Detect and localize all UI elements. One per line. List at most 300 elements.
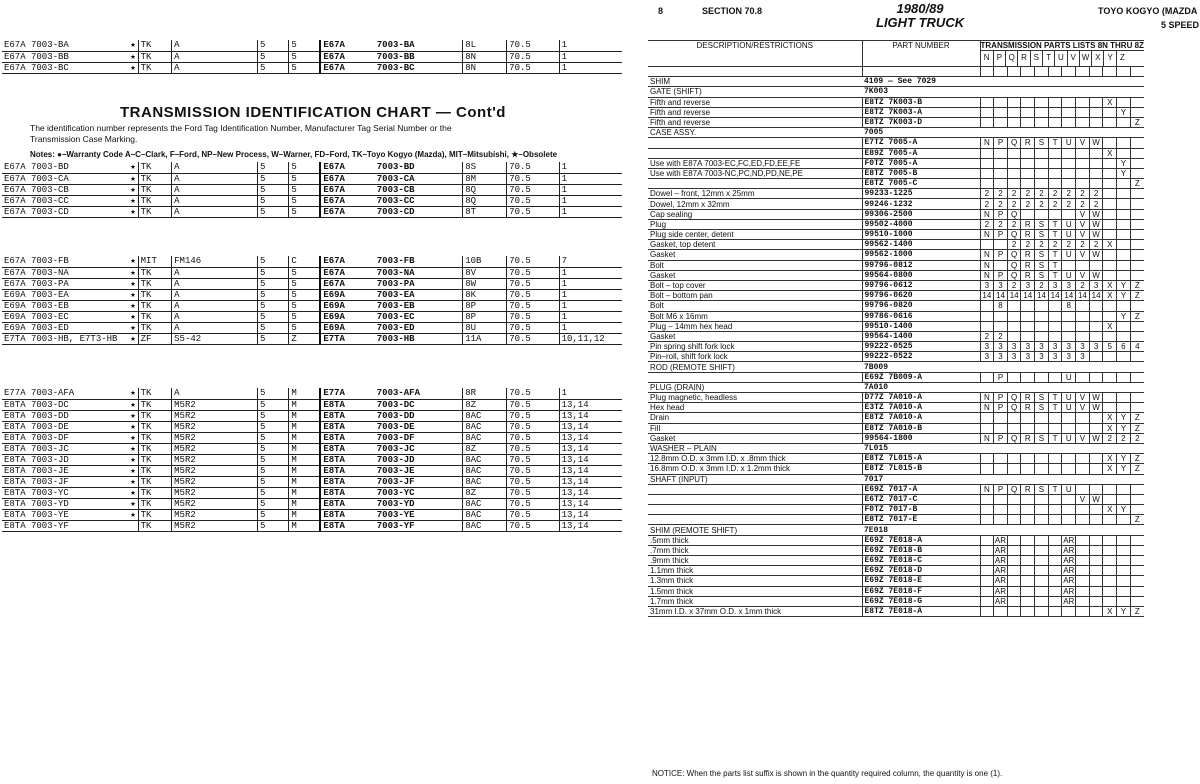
qty-s bbox=[1035, 474, 1049, 484]
notes: 1 bbox=[559, 40, 622, 51]
part-number: 99564-1800 bbox=[862, 433, 980, 443]
qty-z: Z bbox=[1130, 413, 1144, 423]
parts-row bbox=[648, 576, 1144, 586]
qty-r bbox=[1021, 423, 1035, 433]
qty-r bbox=[1021, 443, 1035, 453]
qty-z bbox=[1130, 240, 1144, 250]
model: A bbox=[172, 162, 258, 173]
qty-t bbox=[1048, 158, 1062, 168]
parts-row bbox=[648, 97, 1144, 107]
qty-v bbox=[1076, 382, 1090, 392]
parts-row bbox=[648, 138, 1144, 148]
parts-row bbox=[648, 556, 1144, 566]
qty-x bbox=[1103, 189, 1117, 199]
qty-v bbox=[1076, 311, 1090, 321]
qty-t bbox=[1048, 107, 1062, 117]
obsolete-mark: ★ bbox=[126, 487, 139, 498]
part-number: E8TZ 7005-C bbox=[862, 179, 980, 189]
qty-t bbox=[1048, 331, 1062, 341]
qty-v: 14 bbox=[1076, 291, 1090, 301]
qty-q bbox=[1007, 505, 1021, 515]
qty-t bbox=[1048, 311, 1062, 321]
qty-y: Y bbox=[1117, 454, 1131, 464]
description: Pin–roll, shift fork lock bbox=[648, 352, 862, 362]
parts-row bbox=[648, 270, 1144, 280]
qty-u bbox=[1062, 606, 1076, 616]
qty-r bbox=[1021, 97, 1035, 107]
model: A bbox=[172, 195, 258, 206]
qty-t bbox=[1048, 606, 1062, 616]
code: M bbox=[289, 509, 320, 520]
qty-x bbox=[1103, 270, 1117, 280]
obsolete-mark: ★ bbox=[126, 62, 139, 73]
qty-n: N bbox=[980, 138, 994, 148]
qty-n: 3 bbox=[980, 352, 994, 362]
qty-r: 3 bbox=[1021, 280, 1035, 290]
qty-w: 3 bbox=[1089, 342, 1103, 352]
qty-z: Z bbox=[1130, 291, 1144, 301]
speeds: 5 bbox=[258, 40, 289, 51]
qty-s bbox=[1035, 209, 1049, 219]
notes: 13,14 bbox=[559, 399, 622, 410]
qty-s bbox=[1035, 311, 1049, 321]
qty-q bbox=[1007, 67, 1021, 77]
id-number: E8TA 7003-YC bbox=[2, 487, 126, 498]
qty-w bbox=[1089, 423, 1103, 433]
part-number: D77Z 7A010-A bbox=[862, 393, 980, 403]
obsolete-mark: ★ bbox=[126, 333, 139, 344]
make: TK bbox=[138, 476, 172, 487]
parts-row bbox=[648, 596, 1144, 606]
qty-q bbox=[1007, 566, 1021, 576]
qty-q: Q bbox=[1007, 270, 1021, 280]
qty-y bbox=[1117, 525, 1131, 535]
qty-w bbox=[1089, 382, 1103, 392]
qty-s: 2 bbox=[1035, 240, 1049, 250]
id-number: E67A 7003-BC bbox=[2, 62, 126, 73]
qty-p: P bbox=[994, 372, 1008, 382]
ford-prefix: E77A bbox=[320, 388, 374, 399]
qty-w bbox=[1089, 545, 1103, 555]
part-number: F0TZ 7005-A bbox=[862, 158, 980, 168]
qty-t bbox=[1048, 128, 1062, 138]
ford-prefix: E67A bbox=[320, 206, 374, 217]
part-number: 99510-1400 bbox=[862, 321, 980, 331]
qty-s bbox=[1035, 117, 1049, 127]
letter-col-z: Z bbox=[1116, 51, 1128, 66]
qty-n bbox=[980, 87, 994, 97]
notes: 13,14 bbox=[559, 487, 622, 498]
section: 70.5 bbox=[507, 195, 559, 206]
qty-u bbox=[1062, 97, 1076, 107]
id-row bbox=[2, 184, 622, 195]
id-row bbox=[2, 311, 622, 322]
qty-n: N bbox=[980, 260, 994, 270]
notes: 1 bbox=[559, 184, 622, 195]
speed-label: 5 SPEED bbox=[1161, 20, 1200, 30]
qty-w bbox=[1089, 566, 1103, 576]
code: 5 bbox=[289, 184, 320, 195]
id-table-group-1 bbox=[2, 40, 622, 74]
qty-p: 14 bbox=[994, 291, 1008, 301]
part-number: E69Z 7E018-C bbox=[862, 556, 980, 566]
qty-y bbox=[1117, 87, 1131, 97]
parts-row bbox=[648, 189, 1144, 199]
qty-y bbox=[1117, 260, 1131, 270]
page-number: 8 bbox=[658, 6, 664, 16]
notes: 1 bbox=[559, 289, 622, 300]
qty-t bbox=[1048, 321, 1062, 331]
ford-prefix: E67A bbox=[320, 162, 374, 173]
make: MIT bbox=[138, 256, 172, 267]
qty-q bbox=[1007, 168, 1021, 178]
ford-prefix: E8TA bbox=[320, 487, 374, 498]
qty-x bbox=[1103, 515, 1117, 525]
qty-z bbox=[1130, 270, 1144, 280]
qty-s bbox=[1035, 301, 1049, 311]
qty-s bbox=[1035, 168, 1049, 178]
section: 70.5 bbox=[507, 173, 559, 184]
obsolete-mark: ★ bbox=[126, 498, 139, 509]
qty-q bbox=[1007, 535, 1021, 545]
speeds: 5 bbox=[258, 487, 289, 498]
id-number: E67A 7003-CC bbox=[2, 195, 126, 206]
qty-q bbox=[1007, 77, 1021, 87]
qty-u: U bbox=[1062, 230, 1076, 240]
letter-header-row bbox=[981, 51, 1144, 66]
qty-p bbox=[994, 454, 1008, 464]
qty-q: Q bbox=[1007, 230, 1021, 240]
speeds: 5 bbox=[258, 322, 289, 333]
list: 8S bbox=[463, 162, 507, 173]
qty-u bbox=[1062, 464, 1076, 474]
letter-col-t: T bbox=[1042, 51, 1054, 66]
qty-y bbox=[1117, 270, 1131, 280]
parts-row bbox=[648, 209, 1144, 219]
qty-q bbox=[1007, 128, 1021, 138]
qty-z bbox=[1130, 301, 1144, 311]
id-number: E8TA 7003-DE bbox=[2, 421, 126, 432]
parts-row bbox=[648, 260, 1144, 270]
qty-x: X bbox=[1103, 505, 1117, 515]
section: 70.5 bbox=[507, 300, 559, 311]
qty-y: 2 bbox=[1117, 433, 1131, 443]
qty-q bbox=[1007, 148, 1021, 158]
ford-base: 7003-EA bbox=[375, 289, 463, 300]
qty-y bbox=[1117, 362, 1131, 372]
qty-w bbox=[1089, 352, 1103, 362]
qty-r bbox=[1021, 331, 1035, 341]
obsolete-mark: ★ bbox=[126, 399, 139, 410]
qty-t bbox=[1048, 97, 1062, 107]
qty-v: 3 bbox=[1076, 342, 1090, 352]
qty-z bbox=[1130, 230, 1144, 240]
description: Gasket, top detent bbox=[648, 240, 862, 250]
part-number: 99562-1000 bbox=[862, 250, 980, 260]
speeds: 5 bbox=[258, 498, 289, 509]
qty-y: Y bbox=[1117, 291, 1131, 301]
qty-r bbox=[1021, 158, 1035, 168]
part-number: E8TZ 7K003-A bbox=[862, 107, 980, 117]
model: M5R2 bbox=[172, 509, 258, 520]
qty-u: 8 bbox=[1062, 301, 1076, 311]
qty-r bbox=[1021, 505, 1035, 515]
notes: 1 bbox=[559, 51, 622, 62]
qty-y: Y bbox=[1117, 606, 1131, 616]
qty-t: T bbox=[1048, 138, 1062, 148]
parts-row bbox=[648, 393, 1144, 403]
qty-r bbox=[1021, 301, 1035, 311]
qty-q: Q bbox=[1007, 393, 1021, 403]
section-label: SECTION 70.8 bbox=[702, 6, 763, 16]
notes: 1 bbox=[559, 278, 622, 289]
code: C bbox=[289, 256, 320, 267]
description: SHIM (REMOTE SHIFT) bbox=[648, 525, 862, 535]
qty-w bbox=[1089, 117, 1103, 127]
qty-q bbox=[1007, 545, 1021, 555]
manufacturer-label: TOYO KOGYO (MAZDA bbox=[1098, 6, 1198, 16]
code: 5 bbox=[289, 289, 320, 300]
description bbox=[648, 494, 862, 504]
qty-n bbox=[980, 576, 994, 586]
qty-p bbox=[994, 87, 1008, 97]
qty-q bbox=[1007, 454, 1021, 464]
qty-x bbox=[1103, 87, 1117, 97]
description: Plug – 14mm hex head bbox=[648, 321, 862, 331]
section: 70.5 bbox=[507, 51, 559, 62]
qty-w bbox=[1089, 464, 1103, 474]
ford-prefix: E8TA bbox=[320, 520, 374, 531]
part-number: 7B009 bbox=[862, 362, 980, 372]
qty-p: 3 bbox=[994, 342, 1008, 352]
qty-x bbox=[1103, 525, 1117, 535]
qty-q: Q bbox=[1007, 138, 1021, 148]
qty-z bbox=[1130, 67, 1144, 77]
qty-s: S bbox=[1035, 433, 1049, 443]
obsolete-mark: ★ bbox=[126, 432, 139, 443]
letter-col-x: X bbox=[1091, 51, 1103, 66]
qty-u: U bbox=[1062, 250, 1076, 260]
qty-z bbox=[1130, 260, 1144, 270]
description: 1.3mm thick bbox=[648, 576, 862, 586]
qty-t: T bbox=[1048, 270, 1062, 280]
id-row bbox=[2, 454, 622, 465]
notes: 13,14 bbox=[559, 509, 622, 520]
qty-u bbox=[1062, 382, 1076, 392]
ford-prefix: E67A bbox=[320, 278, 374, 289]
part-number: E69Z 7017-A bbox=[862, 484, 980, 494]
qty-x bbox=[1103, 443, 1117, 453]
qty-q: 2 bbox=[1007, 280, 1021, 290]
qty-u bbox=[1062, 321, 1076, 331]
qty-x bbox=[1103, 362, 1117, 372]
qty-p bbox=[994, 464, 1008, 474]
qty-z bbox=[1130, 443, 1144, 453]
letter-col-y: Y bbox=[1103, 51, 1115, 66]
part-number: 7E018 bbox=[862, 525, 980, 535]
qty-t: T bbox=[1048, 403, 1062, 413]
qty-u bbox=[1062, 158, 1076, 168]
qty-p: 2 bbox=[994, 219, 1008, 229]
part-number: 7005 bbox=[862, 128, 980, 138]
qty-w bbox=[1089, 311, 1103, 321]
obsolete-mark: ★ bbox=[126, 40, 139, 51]
qty-z bbox=[1130, 505, 1144, 515]
part-number: E8TZ 7L015-A bbox=[862, 454, 980, 464]
list: 8N bbox=[463, 62, 507, 73]
qty-v bbox=[1076, 454, 1090, 464]
qty-y bbox=[1117, 230, 1131, 240]
qty-p bbox=[994, 413, 1008, 423]
qty-u bbox=[1062, 311, 1076, 321]
make: TK bbox=[138, 40, 172, 51]
part-number: 99233-1225 bbox=[862, 189, 980, 199]
part-number: 99796-0820 bbox=[862, 301, 980, 311]
qty-u bbox=[1062, 117, 1076, 127]
parts-row bbox=[648, 464, 1144, 474]
part-number: 99564-1400 bbox=[862, 331, 980, 341]
qty-v bbox=[1076, 128, 1090, 138]
section: 70.5 bbox=[507, 509, 559, 520]
obsolete-mark: ★ bbox=[126, 256, 139, 267]
qty-s: 2 bbox=[1035, 189, 1049, 199]
qty-r bbox=[1021, 525, 1035, 535]
description: Use with E87A 7003-NC,PC,ND,PD,NE,PE bbox=[648, 168, 862, 178]
parts-row bbox=[648, 219, 1144, 229]
qty-w bbox=[1089, 321, 1103, 331]
model: M5R2 bbox=[172, 399, 258, 410]
qty-y bbox=[1117, 148, 1131, 158]
qty-p bbox=[994, 107, 1008, 117]
qty-q bbox=[1007, 423, 1021, 433]
qty-x bbox=[1103, 77, 1117, 87]
section: 70.5 bbox=[507, 421, 559, 432]
qty-x bbox=[1103, 199, 1117, 209]
code: M bbox=[289, 388, 320, 399]
qty-s bbox=[1035, 423, 1049, 433]
speeds: 5 bbox=[258, 311, 289, 322]
id-row bbox=[2, 421, 622, 432]
qty-u bbox=[1062, 525, 1076, 535]
qty-q bbox=[1007, 556, 1021, 566]
qty-w: 2 bbox=[1089, 240, 1103, 250]
qty-q bbox=[1007, 179, 1021, 189]
model: FM146 bbox=[172, 256, 258, 267]
part-number: 7017 bbox=[862, 474, 980, 484]
qty-v: V bbox=[1076, 250, 1090, 260]
ford-base: 7003-JE bbox=[375, 465, 463, 476]
qty-n bbox=[980, 240, 994, 250]
description: GATE (SHIFT) bbox=[648, 87, 862, 97]
notes: 13,14 bbox=[559, 421, 622, 432]
qty-t bbox=[1048, 454, 1062, 464]
qty-z bbox=[1130, 158, 1144, 168]
qty-y bbox=[1117, 67, 1131, 77]
qty-v bbox=[1076, 566, 1090, 576]
qty-r: R bbox=[1021, 250, 1035, 260]
speeds: 5 bbox=[258, 432, 289, 443]
qty-s bbox=[1035, 596, 1049, 606]
qty-v: 2 bbox=[1076, 240, 1090, 250]
qty-v: V bbox=[1076, 230, 1090, 240]
parts-row bbox=[648, 403, 1144, 413]
qty-z bbox=[1130, 484, 1144, 494]
description: Fill bbox=[648, 423, 862, 433]
qty-w bbox=[1089, 128, 1103, 138]
qty-s: S bbox=[1035, 484, 1049, 494]
qty-p: P bbox=[994, 138, 1008, 148]
qty-t: 3 bbox=[1048, 352, 1062, 362]
id-table-group-4 bbox=[2, 388, 622, 532]
speeds: 5 bbox=[258, 195, 289, 206]
section: 70.5 bbox=[507, 289, 559, 300]
section: 70.5 bbox=[507, 443, 559, 454]
section: 70.5 bbox=[507, 311, 559, 322]
qty-s: S bbox=[1035, 219, 1049, 229]
model: M5R2 bbox=[172, 421, 258, 432]
qty-w bbox=[1089, 67, 1103, 77]
qty-p bbox=[994, 179, 1008, 189]
qty-s bbox=[1035, 454, 1049, 464]
qty-y: Y bbox=[1117, 280, 1131, 290]
qty-z: Z bbox=[1130, 606, 1144, 616]
make: TK bbox=[138, 206, 172, 217]
make: TK bbox=[138, 62, 172, 73]
list: 8AC bbox=[463, 465, 507, 476]
qty-p: AR bbox=[994, 566, 1007, 576]
section: 70.5 bbox=[507, 184, 559, 195]
qty-q: Q bbox=[1007, 433, 1021, 443]
obsolete-mark: ★ bbox=[126, 465, 139, 476]
qty-r bbox=[1021, 515, 1035, 525]
qty-r: 3 bbox=[1021, 352, 1035, 362]
qty-w bbox=[1089, 331, 1103, 341]
notes: 13,14 bbox=[559, 520, 622, 531]
qty-u bbox=[1062, 494, 1076, 504]
qty-w bbox=[1089, 413, 1103, 423]
speeds: 5 bbox=[258, 162, 289, 173]
qty-x bbox=[1103, 209, 1117, 219]
ford-prefix: E8TA bbox=[320, 421, 374, 432]
qty-v bbox=[1076, 505, 1090, 515]
description: Bolt – bottom pan bbox=[648, 291, 862, 301]
description: .5mm thick bbox=[648, 535, 862, 545]
section: 70.5 bbox=[507, 520, 559, 531]
list: 8Z bbox=[463, 487, 507, 498]
qty-s: S bbox=[1035, 403, 1049, 413]
qty-u: U bbox=[1062, 372, 1076, 382]
description: 12.8mm O.D. x 3mm I.D. x .8mm thick bbox=[648, 454, 862, 464]
qty-s bbox=[1035, 464, 1049, 474]
qty-s bbox=[1035, 331, 1049, 341]
ford-base: 7003-CC bbox=[375, 195, 463, 206]
list: 8U bbox=[463, 322, 507, 333]
qty-w bbox=[1089, 77, 1103, 87]
qty-r bbox=[1021, 77, 1035, 87]
id-row bbox=[2, 322, 622, 333]
qty-p bbox=[994, 148, 1008, 158]
ford-base: 7003-BA bbox=[375, 40, 463, 51]
id-row bbox=[2, 476, 622, 487]
qty-y bbox=[1117, 586, 1131, 596]
qty-p bbox=[994, 158, 1008, 168]
qty-p bbox=[994, 321, 1008, 331]
qty-y: Y bbox=[1117, 413, 1131, 423]
qty-p bbox=[994, 117, 1008, 127]
ford-base: 7003-ED bbox=[375, 322, 463, 333]
qty-q: Q bbox=[1007, 209, 1021, 219]
id-number: E69A 7003-EB bbox=[2, 300, 126, 311]
